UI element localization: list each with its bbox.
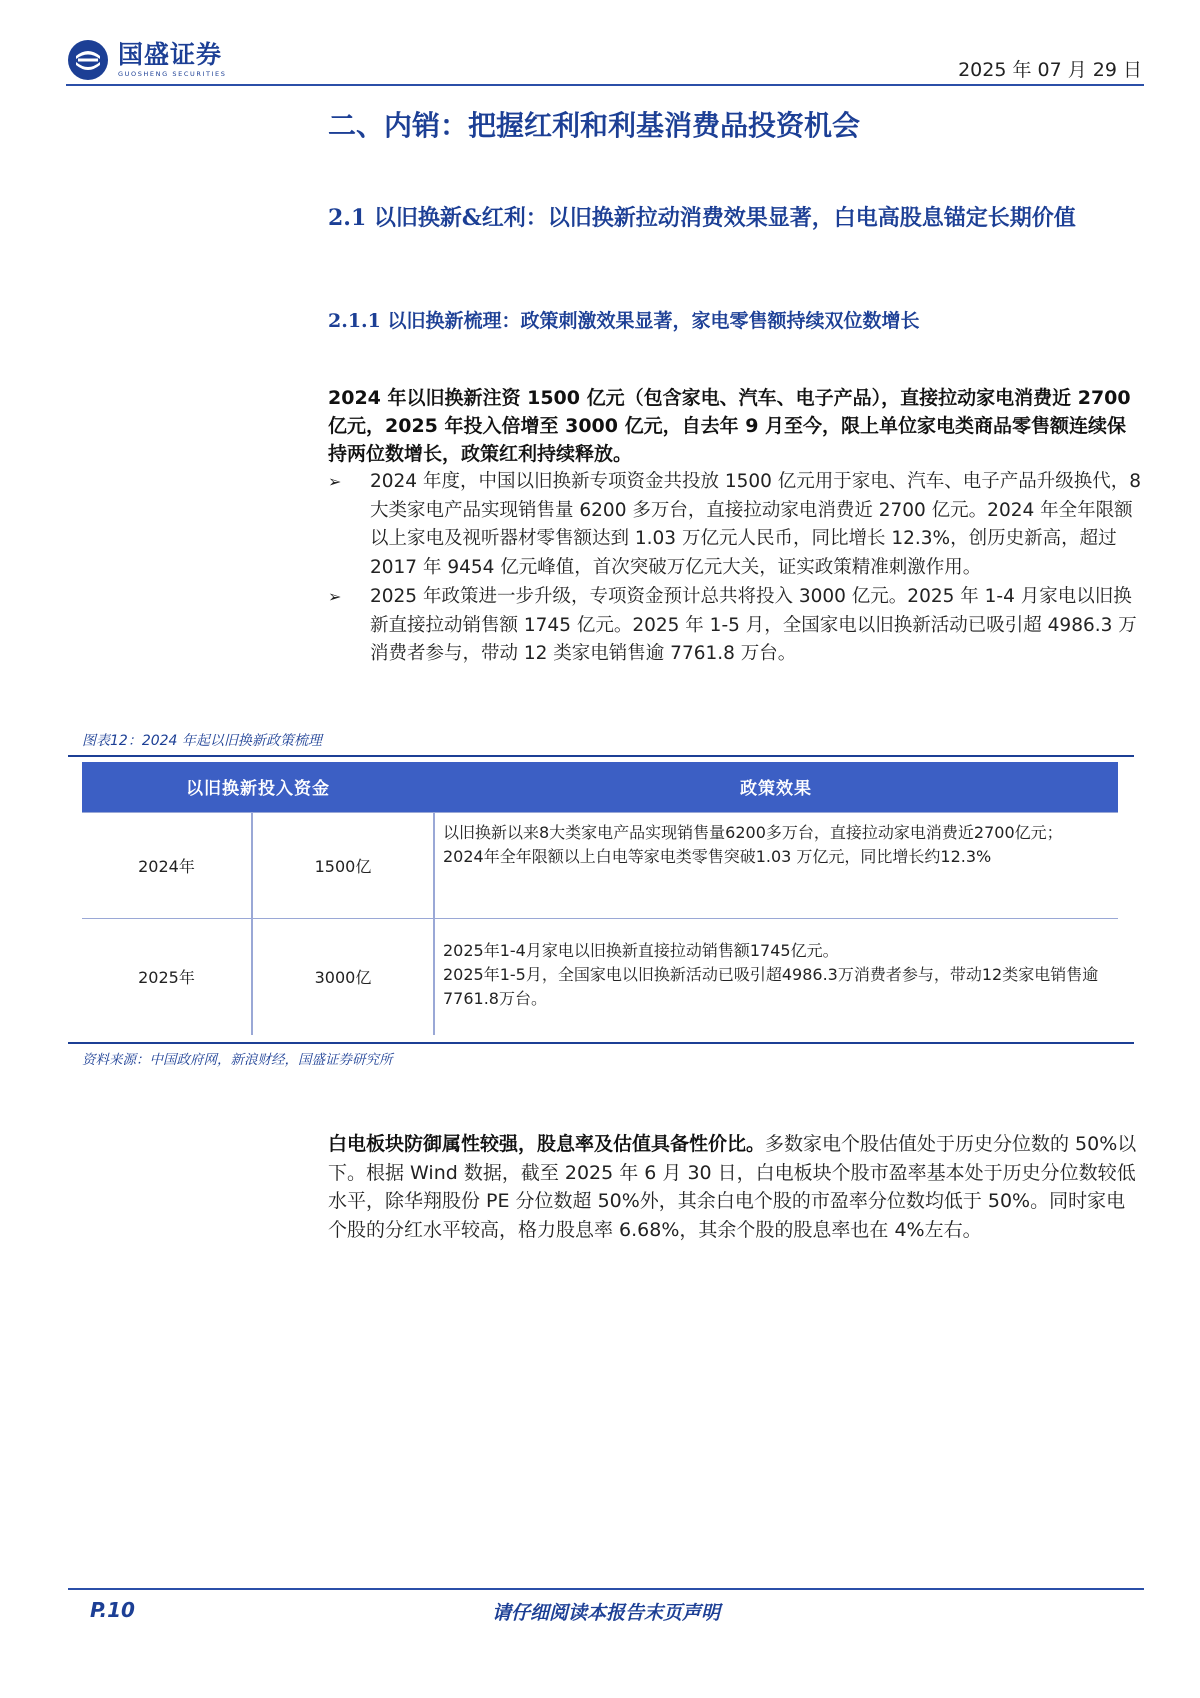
table-header-row: [82, 762, 1118, 812]
paragraph-text: 多数家电个股估值处于历史分位数的 50%以下。根据 Wind 数据，截至 2025 年 6 月 30 日，白电板块个股市盈率基本处于历史分位数较低水平，除华翔股份 PE 分位数超 50%外，其余白电个股的市盈率分位数均低于 50%。同时家电个股的分红水平较高，格力股息率 6.68%，其余个股的股息率也在 4%左右。: [328, 1133, 1137, 1241]
bullet-text: 2025 年政策进一步升级，专项资金预计总共将投入 3000 亿元。2025 年 1-4 月家电以旧换新直接拉动销售额 1745 亿元。2025 年 1-5 月，全国家电以旧换新活动已吸引超 4986.3 万消费者参与，带动 12 类家电销售逾 7761.8 万台。: [370, 586, 1137, 664]
bullet-arrow-icon: ➢: [328, 587, 342, 606]
page-footer: [68, 1588, 1144, 1624]
lead-paragraph: 2024 年以旧换新注资 1500 亿元（包含家电、汽车、电子产品），直接拉动家电消费近 2700 亿元，2025 年投入倍增至 3000 亿元，自去年 9 月至今，限上单位家电类商品零售额连续保持两位数增长，政策红利持续释放。: [328, 387, 1131, 465]
body-paragraph: [328, 1130, 1144, 1244]
bullet-arrow-icon: ➢: [328, 472, 342, 491]
table-top-rule: [68, 755, 1134, 757]
table-source: 资料来源：中国政府网，新浪财经，国盛证券研究所: [82, 1052, 393, 1068]
figure-caption: 图表12：2024 年起以旧换新政策梳理: [82, 733, 322, 749]
cell-year: 2024年: [82, 812, 252, 918]
policy-table: [82, 762, 1118, 1035]
footer-disclaimer: 请仔细阅读本报告末页声明: [492, 1602, 721, 1624]
table-bottom-rule: [68, 1042, 1134, 1044]
report-date: 2025 年 07 月 29 日: [958, 59, 1142, 81]
company-logo: [66, 38, 226, 82]
cell-amount: 3000亿: [252, 918, 434, 1035]
cell-amount: 1500亿: [252, 812, 434, 918]
subsection-heading: 2.1 以旧换新&红利：以旧换新拉动消费效果显著，白电高股息锚定长期价值: [328, 205, 1076, 231]
table-row: [82, 812, 1118, 918]
guosheng-logo-icon: [66, 38, 110, 82]
effect-line: 2024年全年限额以上白电等家电类零售突破1.03 万亿元，同比增长约12.3%: [443, 846, 992, 866]
bullet-text: 2024 年度，中国以旧换新专项资金共投放 1500 亿元用于家电、汽车、电子产品升级换代，8 大类家电产品实现销售量 6200 多万台，直接拉动家电消费近 2700 亿元。2024 年全年限额以上家电及视听器材零售额达到 1.03 万亿元人民币，同比增长 12.3%，创历史新高，超过 2017 年 9454 亿元峰值，首次突破万亿元大关，证实政策精准刺激作用。: [370, 471, 1142, 578]
sub-subsection-heading: 2.1.1 以旧换新梳理：政策刺激效果显著，家电零售额持续双位数增长: [328, 310, 920, 332]
effect-line: 2025年1-4月家电以旧换新直接拉动销售额1745亿元。: [443, 940, 839, 960]
bullet-list: [328, 468, 1144, 670]
effect-line: 2025年1-5月，全国家电以旧换新活动已吸引超4986.3万消费者参与，带动12类家电销售逾7761.8万台。: [443, 964, 1099, 1008]
page-header: [66, 38, 1144, 86]
list-item: [328, 468, 1144, 582]
cell-effect: [434, 918, 1118, 1035]
cell-effect: [434, 812, 1118, 918]
list-item: [328, 583, 1144, 669]
paragraph-bold-lead: 白电板块防御属性较强，股息率及估值具备性价比。: [328, 1133, 766, 1155]
effect-line: 以旧换新以来8大类家电产品实现销售量6200多万台，直接拉动家电消费近2700亿元；: [443, 822, 1063, 842]
table-row: [82, 918, 1118, 1035]
cell-year: 2025年: [82, 918, 252, 1035]
section-heading: 二、内销：把握红利和利基消费品投资机会: [328, 109, 861, 142]
header-effect: 政策效果: [740, 779, 812, 800]
logo-text-en: GUOSHENG SECURITIES: [118, 70, 227, 78]
page-number: P.10: [90, 1598, 135, 1622]
header-funding: 以旧换新投入资金: [186, 779, 330, 800]
logo-text-cn: 国盛证券: [118, 40, 223, 69]
